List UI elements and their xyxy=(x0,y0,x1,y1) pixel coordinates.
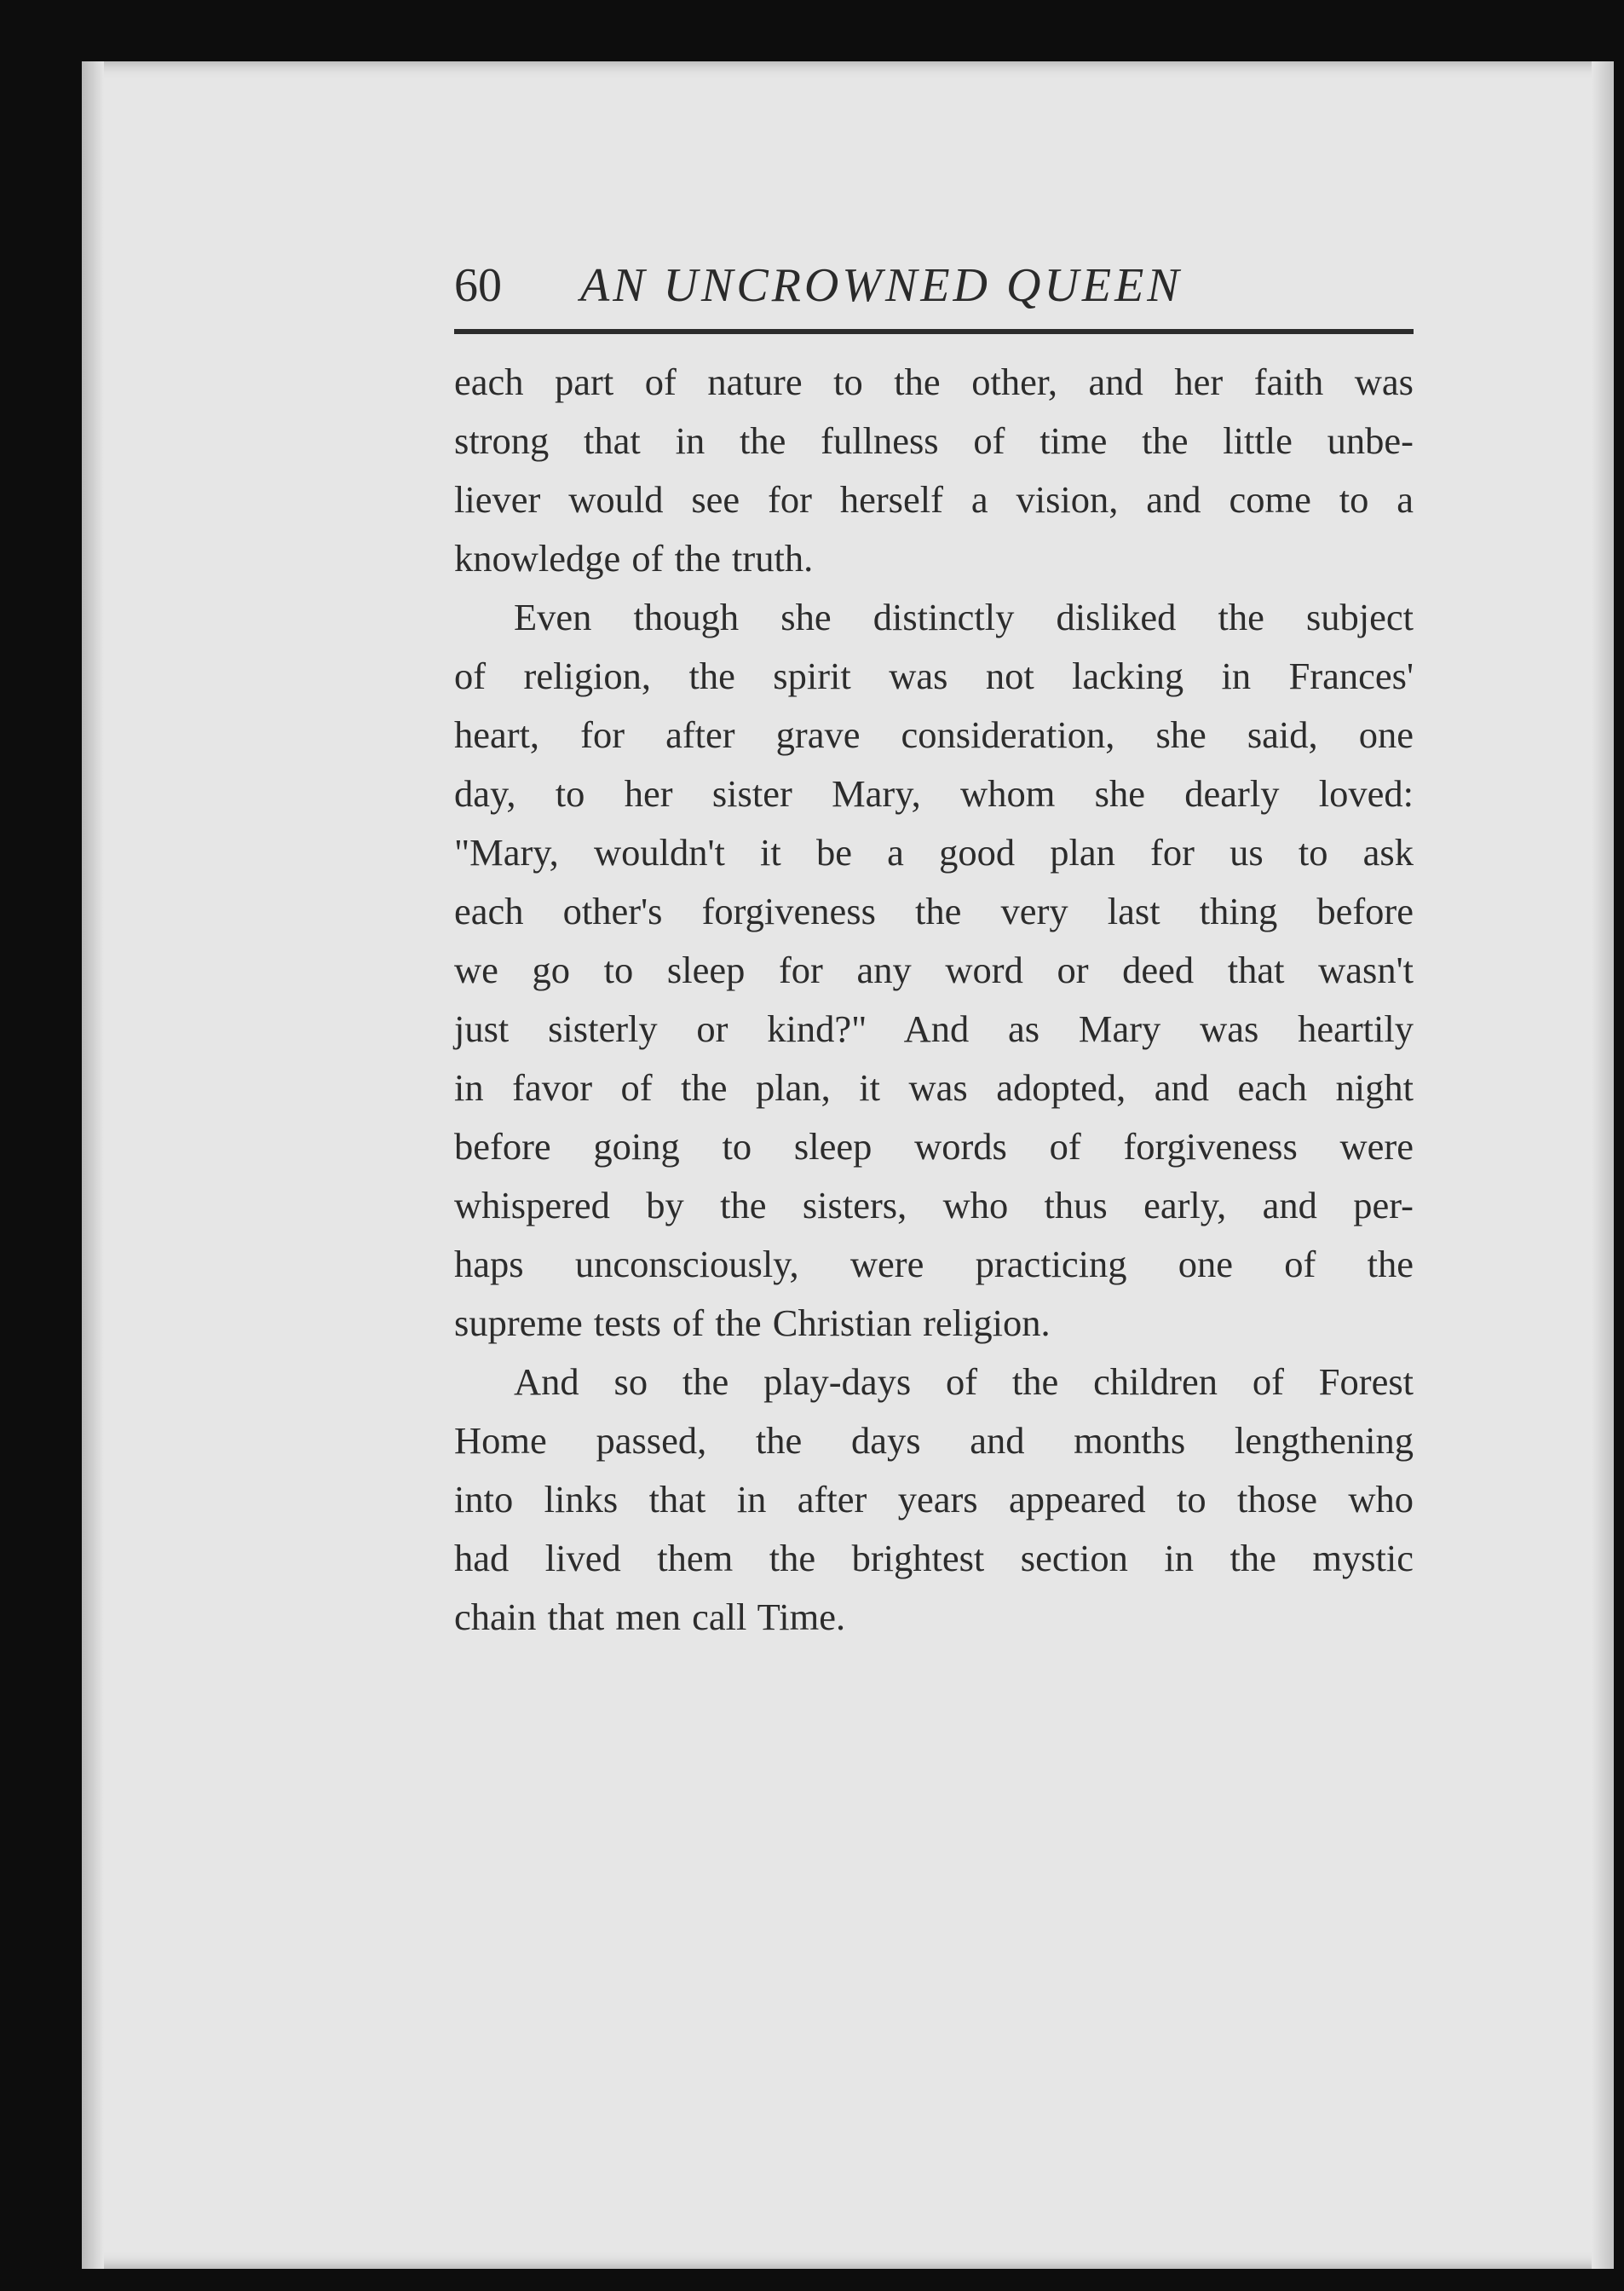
text-line: strong that in the fullness of time the little unbe- xyxy=(454,419,1414,462)
text-line: knowledge of the truth. xyxy=(454,537,814,580)
text-line: before going to sleep words of forgiveness were xyxy=(454,1125,1414,1168)
body-text xyxy=(454,353,1414,1647)
running-title: AN UNCROWNED QUEEN xyxy=(580,259,1183,312)
text-line: each part of nature to the other, and her faith was xyxy=(454,361,1414,403)
text-line: haps unconsciously, were practicing one of the xyxy=(454,1243,1414,1285)
text-line: day, to her sister Mary, whom she dearly loved: xyxy=(454,772,1414,815)
running-head xyxy=(454,247,1414,324)
text-line: liever would see for herself a vision, and come to a xyxy=(454,478,1414,521)
text-line: supreme tests of the Christian religion. xyxy=(454,1301,1051,1344)
text-line: had lived them the brightest section in the mystic xyxy=(454,1537,1414,1579)
text-line: Home passed, the days and months lengthening xyxy=(454,1419,1414,1462)
page-number: 60 xyxy=(454,259,502,312)
text-line: of religion, the spirit was not lacking in Frances' xyxy=(454,655,1414,697)
text-line: heart, for after grave consideration, she said, one xyxy=(454,713,1414,756)
text-line: Even though she distinctly disliked the subject xyxy=(514,596,1414,638)
text-line: just sisterly or kind?" And as Mary was heartily xyxy=(454,1007,1414,1050)
text-line: into links that in after years appeared to those who xyxy=(454,1478,1414,1521)
text-line: And so the play-days of the children of Forest xyxy=(514,1360,1414,1403)
text-line: whispered by the sisters, who thus early, and per- xyxy=(454,1184,1414,1226)
page-edge-left xyxy=(82,61,104,2269)
header-rule xyxy=(454,329,1414,334)
text-line: "Mary, wouldn't it be a good plan for us to ask xyxy=(454,831,1414,874)
text-line: in favor of the plan, it was adopted, and each night xyxy=(454,1066,1414,1109)
page-content xyxy=(454,247,1414,1647)
text-line: we go to sleep for any word or deed that wasn't xyxy=(454,949,1414,991)
text-line: each other's forgiveness the very last thing before xyxy=(454,890,1414,932)
page-edge-right xyxy=(1592,61,1614,2269)
text-line: chain that men call Time. xyxy=(454,1596,846,1638)
